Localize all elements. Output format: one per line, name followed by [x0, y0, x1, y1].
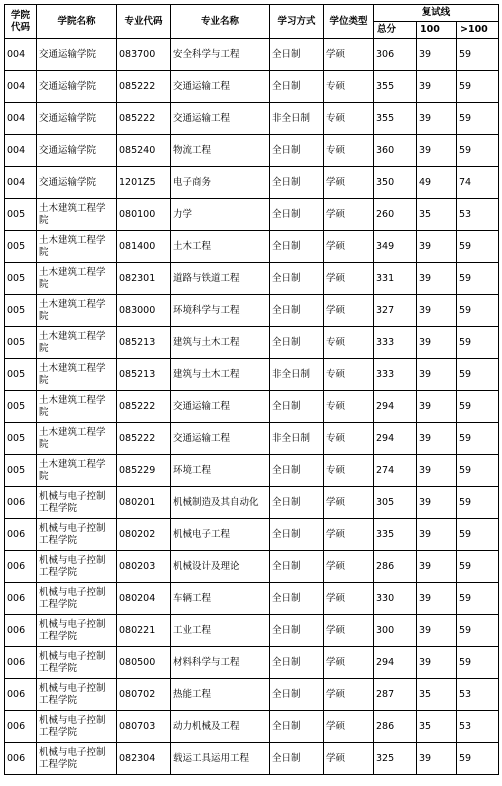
cell-major: 环境工程: [171, 455, 270, 487]
cell-study: 全日制: [270, 487, 324, 519]
cell-major-code: 085229: [117, 455, 171, 487]
cell-code: 005: [5, 199, 37, 231]
cell-s100: 39: [417, 327, 457, 359]
cell-code: 005: [5, 263, 37, 295]
cell-s-gt100: 59: [457, 391, 499, 423]
header-retest: 复试线: [374, 5, 499, 22]
cell-s-gt100: 53: [457, 711, 499, 743]
cell-s-gt100: 59: [457, 39, 499, 71]
cell-code: 006: [5, 615, 37, 647]
cell-college: 机械与电子控制工程学院: [37, 679, 117, 711]
cell-major-code: 080202: [117, 519, 171, 551]
cell-major: 机械电子工程: [171, 519, 270, 551]
cell-major-code: 080203: [117, 551, 171, 583]
cell-s100: 39: [417, 423, 457, 455]
cell-s100: 49: [417, 167, 457, 199]
cell-code: 005: [5, 327, 37, 359]
cell-total: 287: [374, 679, 417, 711]
cell-code: 005: [5, 295, 37, 327]
cell-degree: 专硕: [324, 71, 374, 103]
table-row: [5, 743, 499, 775]
cell-s-gt100: 59: [457, 231, 499, 263]
cell-degree: 学硕: [324, 647, 374, 679]
cell-major-code: 085222: [117, 71, 171, 103]
cell-study: 全日制: [270, 391, 324, 423]
header-total: 总分: [374, 22, 417, 39]
cell-degree: 学硕: [324, 39, 374, 71]
cell-college: 机械与电子控制工程学院: [37, 615, 117, 647]
table-row: [5, 71, 499, 103]
cell-total: 306: [374, 39, 417, 71]
table-row: [5, 359, 499, 391]
cell-college: 土木建筑工程学院: [37, 199, 117, 231]
cell-code: 004: [5, 135, 37, 167]
cell-college: 机械与电子控制工程学院: [37, 743, 117, 775]
cell-s-gt100: 59: [457, 71, 499, 103]
cell-study: 全日制: [270, 39, 324, 71]
cell-major-code: 082301: [117, 263, 171, 295]
cell-major-code: 080201: [117, 487, 171, 519]
table-row: [5, 615, 499, 647]
cell-code: 006: [5, 487, 37, 519]
header-row: [5, 5, 499, 22]
cell-study: 全日制: [270, 551, 324, 583]
cell-study: 非全日制: [270, 103, 324, 135]
cell-s-gt100: 74: [457, 167, 499, 199]
cell-code: 004: [5, 71, 37, 103]
cell-study: 全日制: [270, 135, 324, 167]
cell-degree: 专硕: [324, 455, 374, 487]
table-row: [5, 423, 499, 455]
cell-study: 非全日制: [270, 359, 324, 391]
cell-total: 360: [374, 135, 417, 167]
table-row: [5, 167, 499, 199]
cell-s100: 39: [417, 135, 457, 167]
cell-major: 安全科学与工程: [171, 39, 270, 71]
cell-major: 交通运输工程: [171, 423, 270, 455]
cell-major-code: 081400: [117, 231, 171, 263]
cell-total: 331: [374, 263, 417, 295]
cell-s-gt100: 59: [457, 359, 499, 391]
cell-s-gt100: 59: [457, 423, 499, 455]
table-row: [5, 39, 499, 71]
cell-total: 305: [374, 487, 417, 519]
cell-total: 327: [374, 295, 417, 327]
cell-college: 交通运输学院: [37, 39, 117, 71]
cell-code: 005: [5, 423, 37, 455]
cell-study: 全日制: [270, 295, 324, 327]
cell-major-code: 080702: [117, 679, 171, 711]
cell-total: 350: [374, 167, 417, 199]
cell-major: 物流工程: [171, 135, 270, 167]
cell-major: 交通运输工程: [171, 103, 270, 135]
cell-s100: 39: [417, 487, 457, 519]
header-study: 学习方式: [270, 5, 324, 39]
cell-major: 工业工程: [171, 615, 270, 647]
cell-s-gt100: 59: [457, 487, 499, 519]
cell-s-gt100: 53: [457, 679, 499, 711]
table-row: [5, 551, 499, 583]
cell-s100: 35: [417, 679, 457, 711]
cell-code: 004: [5, 39, 37, 71]
cell-degree: 学硕: [324, 743, 374, 775]
cell-major-code: 083700: [117, 39, 171, 71]
cell-major-code: 083000: [117, 295, 171, 327]
cell-s100: 39: [417, 231, 457, 263]
cell-code: 006: [5, 711, 37, 743]
cell-total: 274: [374, 455, 417, 487]
cell-total: 294: [374, 423, 417, 455]
cell-college: 交通运输学院: [37, 103, 117, 135]
cell-degree: 学硕: [324, 615, 374, 647]
cell-study: 全日制: [270, 455, 324, 487]
cell-s-gt100: 59: [457, 103, 499, 135]
cell-study: 全日制: [270, 327, 324, 359]
cell-major: 电子商务: [171, 167, 270, 199]
cell-s100: 39: [417, 583, 457, 615]
cell-study: 全日制: [270, 743, 324, 775]
cell-major-code: 080204: [117, 583, 171, 615]
cell-code: 005: [5, 391, 37, 423]
cell-study: 全日制: [270, 583, 324, 615]
cell-major-code: 085240: [117, 135, 171, 167]
cell-s100: 39: [417, 103, 457, 135]
cell-college: 土木建筑工程学院: [37, 423, 117, 455]
cell-code: 005: [5, 231, 37, 263]
cell-degree: 学硕: [324, 263, 374, 295]
cell-degree: 学硕: [324, 231, 374, 263]
table-body: [5, 39, 499, 775]
cell-s-gt100: 59: [457, 295, 499, 327]
cell-s100: 39: [417, 295, 457, 327]
cell-s-gt100: 59: [457, 583, 499, 615]
cell-s100: 39: [417, 455, 457, 487]
cell-degree: 学硕: [324, 199, 374, 231]
table-row: [5, 455, 499, 487]
table-row: [5, 679, 499, 711]
cell-degree: 学硕: [324, 583, 374, 615]
table-row: [5, 231, 499, 263]
cell-study: 全日制: [270, 167, 324, 199]
table-row: [5, 135, 499, 167]
cell-study: 全日制: [270, 519, 324, 551]
cell-study: 全日制: [270, 263, 324, 295]
cell-major: 材料科学与工程: [171, 647, 270, 679]
header-major: 专业名称: [171, 5, 270, 39]
table-row: [5, 103, 499, 135]
cell-s100: 39: [417, 39, 457, 71]
cell-total: 349: [374, 231, 417, 263]
cell-s-gt100: 59: [457, 135, 499, 167]
cell-study: 非全日制: [270, 423, 324, 455]
table-row: [5, 327, 499, 359]
cell-major: 建筑与土木工程: [171, 327, 270, 359]
cell-degree: 专硕: [324, 327, 374, 359]
cell-total: 286: [374, 711, 417, 743]
cell-s-gt100: 59: [457, 455, 499, 487]
cell-s100: 35: [417, 199, 457, 231]
cell-degree: 学硕: [324, 679, 374, 711]
cell-total: 260: [374, 199, 417, 231]
cell-college: 交通运输学院: [37, 71, 117, 103]
cell-major: 道路与铁道工程: [171, 263, 270, 295]
cell-code: 006: [5, 679, 37, 711]
cell-study: 全日制: [270, 679, 324, 711]
cell-s-gt100: 59: [457, 743, 499, 775]
cell-major: 载运工具运用工程: [171, 743, 270, 775]
cell-code: 006: [5, 519, 37, 551]
cell-college: 土木建筑工程学院: [37, 231, 117, 263]
cell-college: 机械与电子控制工程学院: [37, 551, 117, 583]
cell-code: 005: [5, 455, 37, 487]
cell-college: 土木建筑工程学院: [37, 391, 117, 423]
cell-major-code: 080221: [117, 615, 171, 647]
header-100: 100: [417, 22, 457, 39]
cell-college: 机械与电子控制工程学院: [37, 519, 117, 551]
cell-total: 355: [374, 103, 417, 135]
cell-major: 机械设计及理论: [171, 551, 270, 583]
cutoff-table: [4, 4, 499, 775]
cell-s100: 39: [417, 647, 457, 679]
table-row: [5, 487, 499, 519]
cell-s100: 39: [417, 743, 457, 775]
cell-study: 全日制: [270, 647, 324, 679]
cell-code: 006: [5, 583, 37, 615]
cell-s100: 39: [417, 519, 457, 551]
cell-major: 交通运输工程: [171, 71, 270, 103]
cell-code: 004: [5, 103, 37, 135]
cell-college: 土木建筑工程学院: [37, 263, 117, 295]
cell-study: 全日制: [270, 199, 324, 231]
cell-total: 355: [374, 71, 417, 103]
cell-s-gt100: 59: [457, 615, 499, 647]
cell-total: 333: [374, 359, 417, 391]
cell-s100: 39: [417, 615, 457, 647]
table-row: [5, 263, 499, 295]
cell-code: 004: [5, 167, 37, 199]
table-row: [5, 711, 499, 743]
cell-major: 土木工程: [171, 231, 270, 263]
cell-degree: 学硕: [324, 551, 374, 583]
cell-major: 环境科学与工程: [171, 295, 270, 327]
table-row: [5, 199, 499, 231]
cell-code: 006: [5, 647, 37, 679]
cell-study: 全日制: [270, 71, 324, 103]
cell-degree: 学硕: [324, 711, 374, 743]
cell-college: 土木建筑工程学院: [37, 327, 117, 359]
cell-major-code: 080703: [117, 711, 171, 743]
cell-major: 建筑与土木工程: [171, 359, 270, 391]
cell-major-code: 080500: [117, 647, 171, 679]
table-row: [5, 391, 499, 423]
cell-degree: 专硕: [324, 135, 374, 167]
cell-s100: 39: [417, 71, 457, 103]
cell-total: 294: [374, 391, 417, 423]
cell-code: 005: [5, 359, 37, 391]
cell-total: 333: [374, 327, 417, 359]
cell-college: 交通运输学院: [37, 135, 117, 167]
cell-s100: 39: [417, 263, 457, 295]
cell-college: 机械与电子控制工程学院: [37, 487, 117, 519]
cell-s-gt100: 59: [457, 551, 499, 583]
table-row: [5, 647, 499, 679]
cell-major-code: 085222: [117, 103, 171, 135]
cell-s-gt100: 59: [457, 327, 499, 359]
cell-total: 330: [374, 583, 417, 615]
cell-total: 300: [374, 615, 417, 647]
cell-major-code: 085213: [117, 359, 171, 391]
cell-major: 力学: [171, 199, 270, 231]
cell-college: 土木建筑工程学院: [37, 295, 117, 327]
cell-college: 交通运输学院: [37, 167, 117, 199]
cell-major-code: 080100: [117, 199, 171, 231]
cell-major: 交通运输工程: [171, 391, 270, 423]
cell-major: 动力机械及工程: [171, 711, 270, 743]
cell-major-code: 085213: [117, 327, 171, 359]
cell-degree: 专硕: [324, 103, 374, 135]
cell-major: 机械制造及其自动化: [171, 487, 270, 519]
header-code: 学院代码: [5, 5, 37, 39]
cell-s100: 39: [417, 551, 457, 583]
table-row: [5, 519, 499, 551]
cell-college: 机械与电子控制工程学院: [37, 711, 117, 743]
cell-degree: 学硕: [324, 487, 374, 519]
cell-major: 车辆工程: [171, 583, 270, 615]
header-major-code: 专业代码: [117, 5, 171, 39]
cell-study: 全日制: [270, 711, 324, 743]
table-row: [5, 295, 499, 327]
header-degree: 学位类型: [324, 5, 374, 39]
cell-study: 全日制: [270, 615, 324, 647]
cell-major-code: 082304: [117, 743, 171, 775]
cell-s100: 39: [417, 391, 457, 423]
cell-code: 006: [5, 743, 37, 775]
header-college: 学院名称: [37, 5, 117, 39]
cell-major-code: 085222: [117, 423, 171, 455]
cell-s-gt100: 59: [457, 263, 499, 295]
header-gt100: >100: [457, 22, 499, 39]
cell-major-code: 1201Z5: [117, 167, 171, 199]
cell-degree: 专硕: [324, 391, 374, 423]
cell-college: 土木建筑工程学院: [37, 359, 117, 391]
cell-degree: 学硕: [324, 519, 374, 551]
cell-s100: 35: [417, 711, 457, 743]
cell-code: 006: [5, 551, 37, 583]
cell-total: 286: [374, 551, 417, 583]
cell-college: 机械与电子控制工程学院: [37, 647, 117, 679]
cell-s100: 39: [417, 359, 457, 391]
cell-total: 294: [374, 647, 417, 679]
cell-degree: 专硕: [324, 359, 374, 391]
cell-degree: 专硕: [324, 423, 374, 455]
cell-degree: 学硕: [324, 167, 374, 199]
cell-degree: 学硕: [324, 295, 374, 327]
cell-s-gt100: 59: [457, 519, 499, 551]
cell-study: 全日制: [270, 231, 324, 263]
cell-major-code: 085222: [117, 391, 171, 423]
table-row: [5, 583, 499, 615]
cell-college: 机械与电子控制工程学院: [37, 583, 117, 615]
cell-total: 325: [374, 743, 417, 775]
cell-college: 土木建筑工程学院: [37, 455, 117, 487]
cell-major: 热能工程: [171, 679, 270, 711]
cell-s-gt100: 53: [457, 199, 499, 231]
cell-total: 335: [374, 519, 417, 551]
cell-s-gt100: 59: [457, 647, 499, 679]
